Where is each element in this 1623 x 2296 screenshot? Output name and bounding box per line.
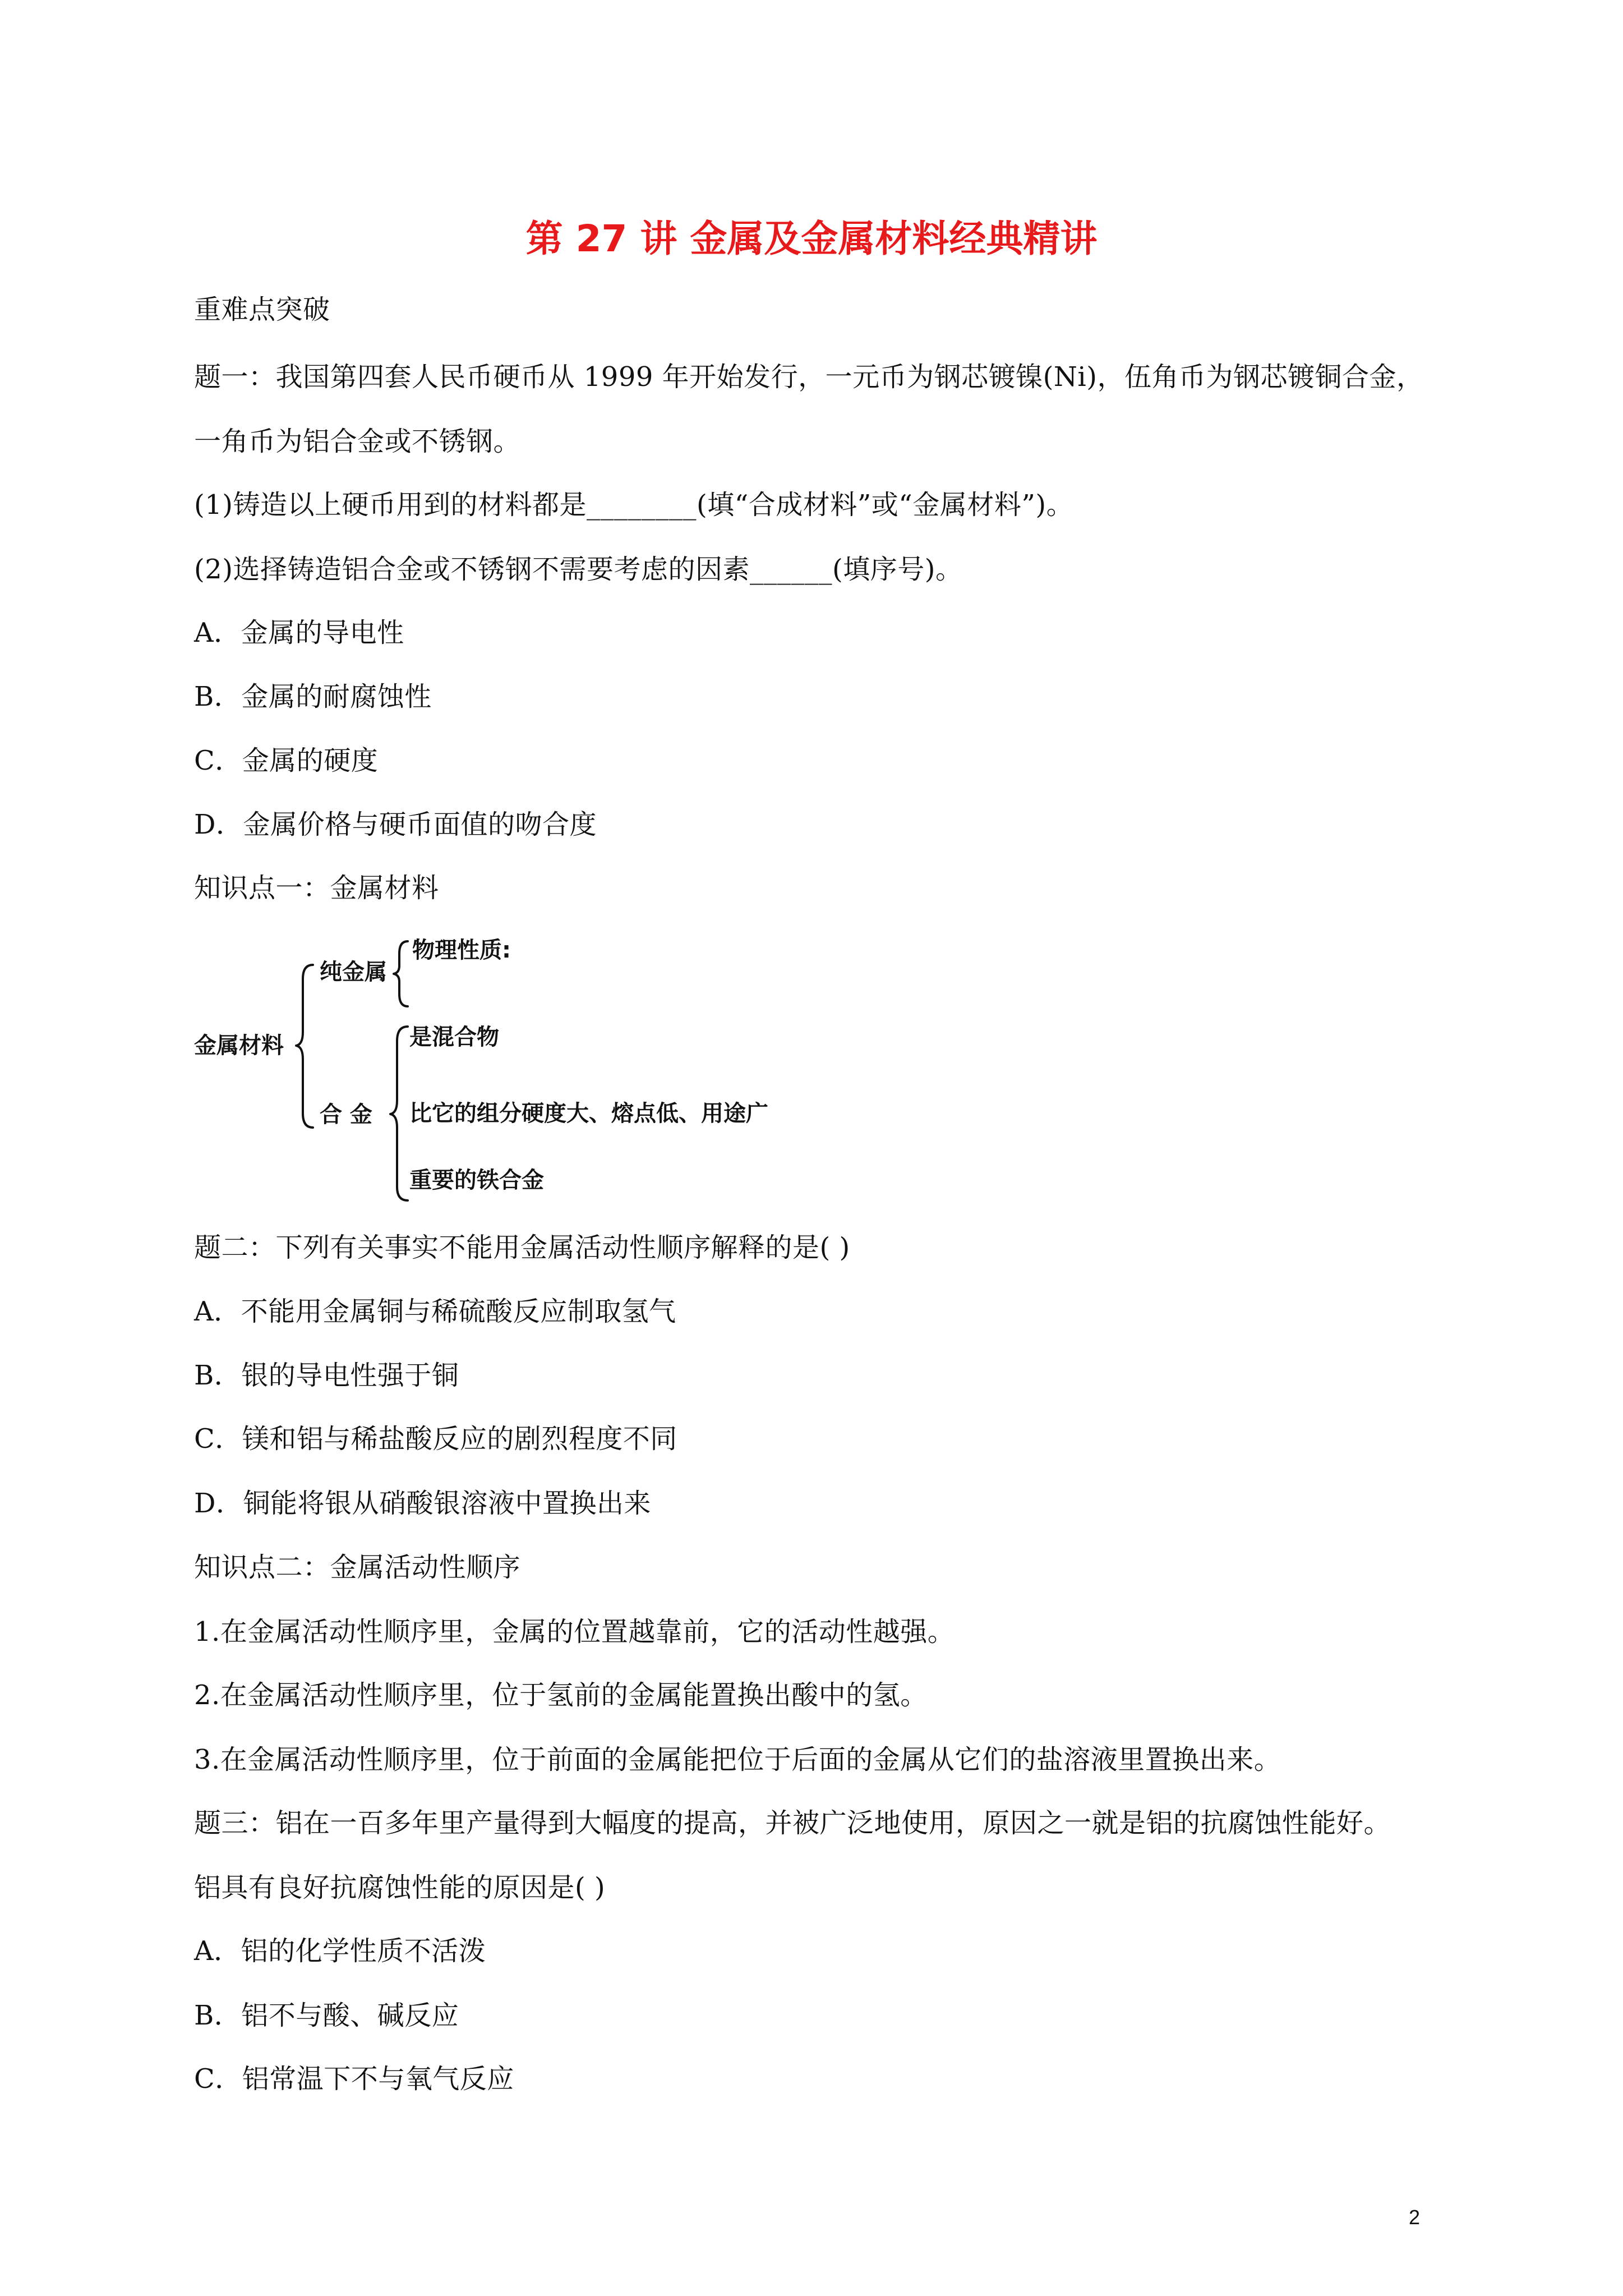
pure-metal-brace	[394, 941, 408, 1006]
q3-stem-line2: 铝具有良好抗腐蚀性能的原因是( )	[194, 1872, 606, 1903]
q1-stem-line2: 一角币为铝合金或不锈钢。	[194, 426, 521, 457]
diagram-root-label: 金属材料	[194, 1033, 284, 1059]
q1-option-b: B．金属的耐腐蚀性	[194, 681, 432, 712]
diagram-alloy-item-mixture: 是混合物	[409, 1024, 499, 1050]
q1-option-c: C．金属的硬度	[194, 745, 379, 776]
diagram-physical-properties: 物理性质:	[412, 937, 511, 963]
section-heading: 重难点突破	[194, 294, 330, 325]
q3-stem-line1: 题三：铝在一百多年里产量得到大幅度的提高，并被广泛地使用，原因之一就是铝的抗腐蚀性能好。	[194, 1807, 1391, 1839]
q2-option-c: C．镁和铝与稀盐酸反应的剧烈程度不同	[194, 1423, 677, 1455]
q3-option-a: A．铝的化学性质不活泼	[194, 1935, 486, 1967]
q3-option-b: B．铝不与酸、碱反应	[194, 2000, 459, 2031]
q1-stem-line1: 题一：我国第四套人民币硬币从 1999 年开始发行，一元币为钢芯镀镍(Ni)，伍角币为钢芯镀铜合金，	[194, 361, 1424, 393]
q1-option-d: D．金属价格与硬币面值的吻合度	[194, 809, 597, 840]
page-title: 第 27 讲 金属及金属材料经典精讲	[525, 217, 1098, 260]
kp2-point-1: 1.在金属活动性顺序里，金属的位置越靠前，它的活动性越强。	[194, 1616, 955, 1648]
diagram-alloy-item-properties: 比它的组分硬度大、熔点低、用途广	[409, 1101, 768, 1126]
q2-option-b: B．银的导电性强于铜	[194, 1360, 459, 1391]
q1-part2: (2)选择铸造铝合金或不锈钢不需要考虑的因素______(填序号)。	[194, 554, 963, 585]
kp1-heading: 知识点一：金属材料	[194, 872, 439, 904]
q1-option-a: A．金属的导电性	[194, 617, 404, 648]
q2-option-a: A．不能用金属铜与稀硫酸反应制取氢气	[194, 1296, 676, 1327]
page-number: 2	[1409, 2206, 1421, 2229]
q2-option-d: D．铜能将银从硝酸银溶液中置换出来	[194, 1488, 651, 1519]
alloy-brace	[390, 1027, 408, 1200]
diagram-pure-metal-label: 纯金属	[320, 959, 387, 985]
root-brace	[296, 965, 313, 1128]
kp2-heading: 知识点二：金属活动性顺序	[194, 1552, 521, 1583]
kp2-point-2: 2.在金属活动性顺序里，位于氢前的金属能置换出酸中的氢。	[194, 1680, 928, 1711]
diagram-alloy-label: 合 金	[320, 1102, 372, 1128]
q3-option-c: C．铝常温下不与氧气反应	[194, 2063, 514, 2095]
diagram-alloy-item-iron-alloys: 重要的铁合金	[409, 1167, 544, 1193]
kp2-point-3: 3.在金属活动性顺序里，位于前面的金属能把位于后面的金属从它们的盐溶液里置换出来。	[194, 1744, 1281, 1775]
q2-stem: 题二：下列有关事实不能用金属活动性顺序解释的是( )	[194, 1232, 850, 1263]
q1-part1: (1)铸造以上硬币用到的材料都是________(填“合成材料”或“金属材料”)。	[194, 489, 1074, 521]
